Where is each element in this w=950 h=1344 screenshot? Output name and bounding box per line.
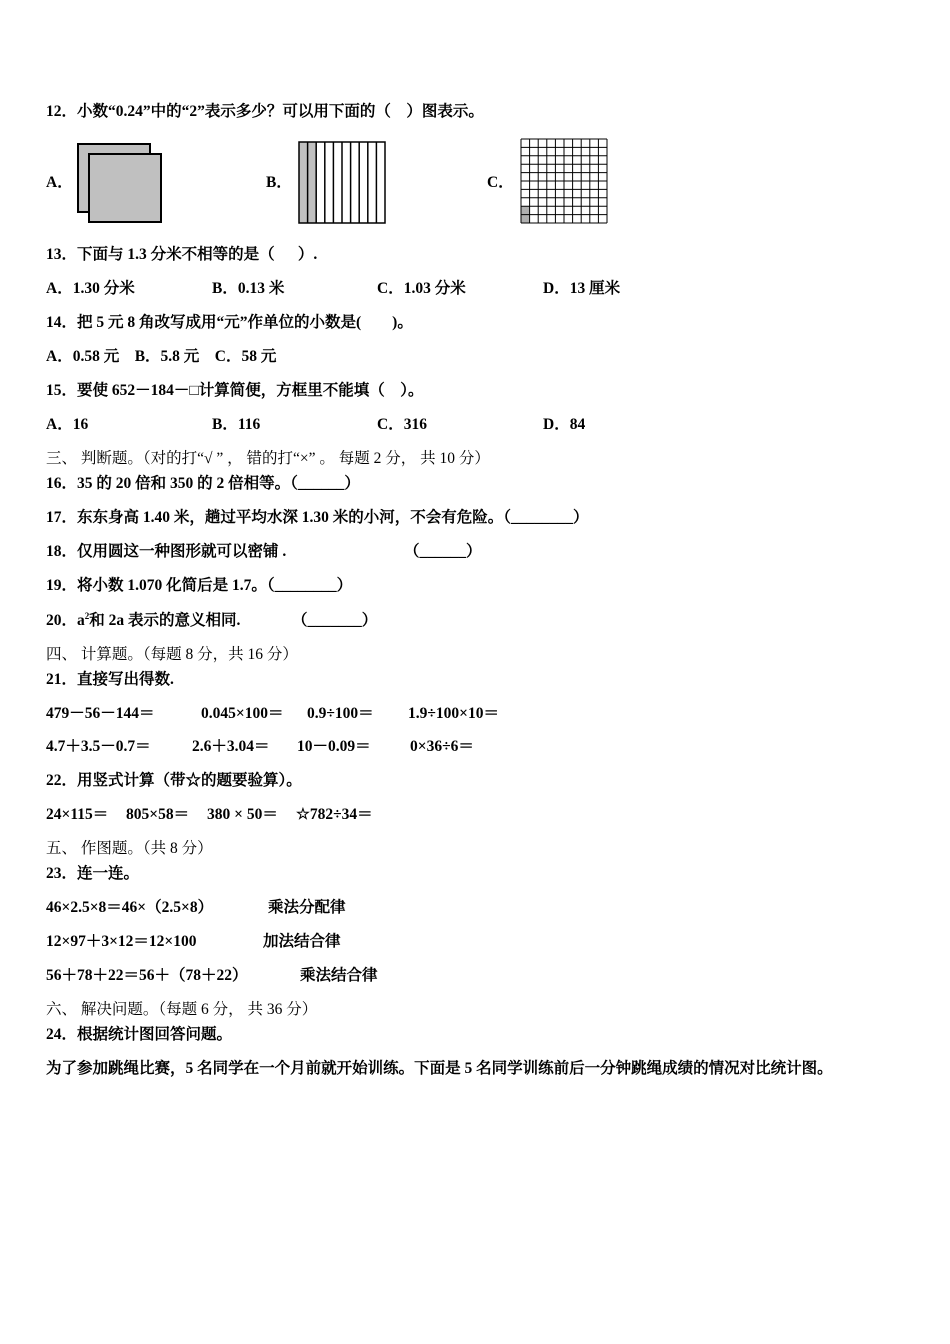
q15-option-d: D．84 — [543, 416, 586, 433]
q21-item: 1.9÷100×10＝ — [408, 705, 499, 722]
q17: 17．东东身高 1.40 米，趟过平均水深 1.30 米的小河，不会有危险。（________） — [46, 509, 589, 526]
q14-stem: 14．把 5 元 8 角改写成用“元”作单位的小数是( )。 — [46, 314, 413, 331]
q23-left-item: 56＋78＋22＝56＋（78＋22） — [46, 967, 248, 984]
q21-item: 2.6＋3.04＝ — [192, 738, 270, 755]
q19: 19．将小数 1.070 化简后是 1.7。（________） — [46, 577, 353, 594]
q21-stem: 21．直接写出得数. — [46, 671, 174, 688]
q23-stem: 23．连一连。 — [46, 865, 140, 882]
grid-shaded-cell — [521, 215, 530, 223]
q13-option-c: C．1.03 分米 — [377, 280, 466, 297]
q21-item: 479－56－144＝ — [46, 705, 155, 722]
q21-item: 0×36÷6＝ — [410, 738, 474, 755]
q20-blank: （_______） — [292, 612, 378, 629]
q23-right-item: 加法结合律 — [263, 933, 341, 950]
q22-item: ☆782÷34＝ — [296, 806, 373, 823]
q12-option-b-label: B． — [266, 174, 292, 191]
q12-option-c-label: C． — [487, 174, 514, 191]
q14-options: A．0.58 元 B．5.8 元 C．58 元 — [46, 348, 277, 365]
q21-item: 10－0.09＝ — [297, 738, 371, 755]
q12-figure-b — [297, 140, 387, 226]
q22-item: 380 × 50＝ — [207, 806, 278, 823]
section-5-title: 五、 作图题。（共 8 分） — [46, 840, 213, 857]
q21-item: 4.7＋3.5－0.7＝ — [46, 738, 151, 755]
q12-figure-a — [76, 142, 164, 226]
q13-option-d: D．13 厘米 — [543, 280, 621, 297]
q13-option-a: A．1.30 分米 — [46, 280, 135, 297]
q20-prefix: 20．a — [46, 612, 85, 629]
q22-stem: 22．用竖式计算（带☆的题要验算）。 — [46, 772, 302, 789]
q20-exponent: 2 — [84, 610, 90, 621]
q21-item: 0.9÷100＝ — [307, 705, 374, 722]
grid-shaded-cell — [521, 206, 530, 214]
q15-option-c: C．316 — [377, 416, 427, 433]
q23-right-item: 乘法分配律 — [268, 899, 346, 916]
q22-item: 24×115＝ — [46, 806, 109, 823]
q18-text: 18．仅用圆这一种图形就可以密铺 . — [46, 543, 287, 560]
q15-option-a: A．16 — [46, 416, 89, 433]
q24-description: 为了参加跳绳比赛，5 名同学在一个月前就开始训练。下面是 5 名同学训练前后一分钟跳绳成绩的情况对比统计图。 — [46, 1060, 833, 1077]
q18-blank: （______） — [404, 543, 482, 560]
q12-stem: 12．小数“0.24”中的“2”表示多少？可以用下面的（ ）图表示。 — [46, 103, 484, 120]
section-4-title: 四、 计算题。（每题 8 分，共 16 分） — [46, 646, 298, 663]
q20-rest: 和 2a 表示的意义相同. — [89, 612, 241, 629]
q12-figure-c — [519, 137, 611, 227]
q22-item: 805×58＝ — [126, 806, 190, 823]
q13-option-b: B．0.13 米 — [212, 280, 285, 297]
q23-left-item: 46×2.5×8＝46×（2.5×8） — [46, 899, 214, 916]
q23-right-item: 乘法结合律 — [300, 967, 378, 984]
q21-item: 0.045×100＝ — [201, 705, 284, 722]
q20 — [46, 611, 240, 631]
q16: 16．35 的 20 倍和 350 的 2 倍相等。（______） — [46, 475, 360, 492]
section-3-title: 三、 判断题。（对的打“√ ” ， 错的打“×” 。 每题 2 分， 共 10 分） — [46, 450, 490, 467]
q15-stem: 15．要使 652－184－□计算简便，方框里不能填（ ）。 — [46, 382, 424, 399]
q15-option-b: B．116 — [212, 416, 261, 433]
q12-option-a-label: A． — [46, 174, 73, 191]
section-6-title: 六、 解决问题。（每题 6 分， 共 36 分） — [46, 1001, 318, 1018]
q13-stem: 13．下面与 1.3 分米不相等的是（ ）. — [46, 246, 318, 263]
q24-stem: 24．根据统计图回答问题。 — [46, 1026, 233, 1043]
q23-left-item: 12×97＋3×12＝12×100 — [46, 933, 197, 950]
